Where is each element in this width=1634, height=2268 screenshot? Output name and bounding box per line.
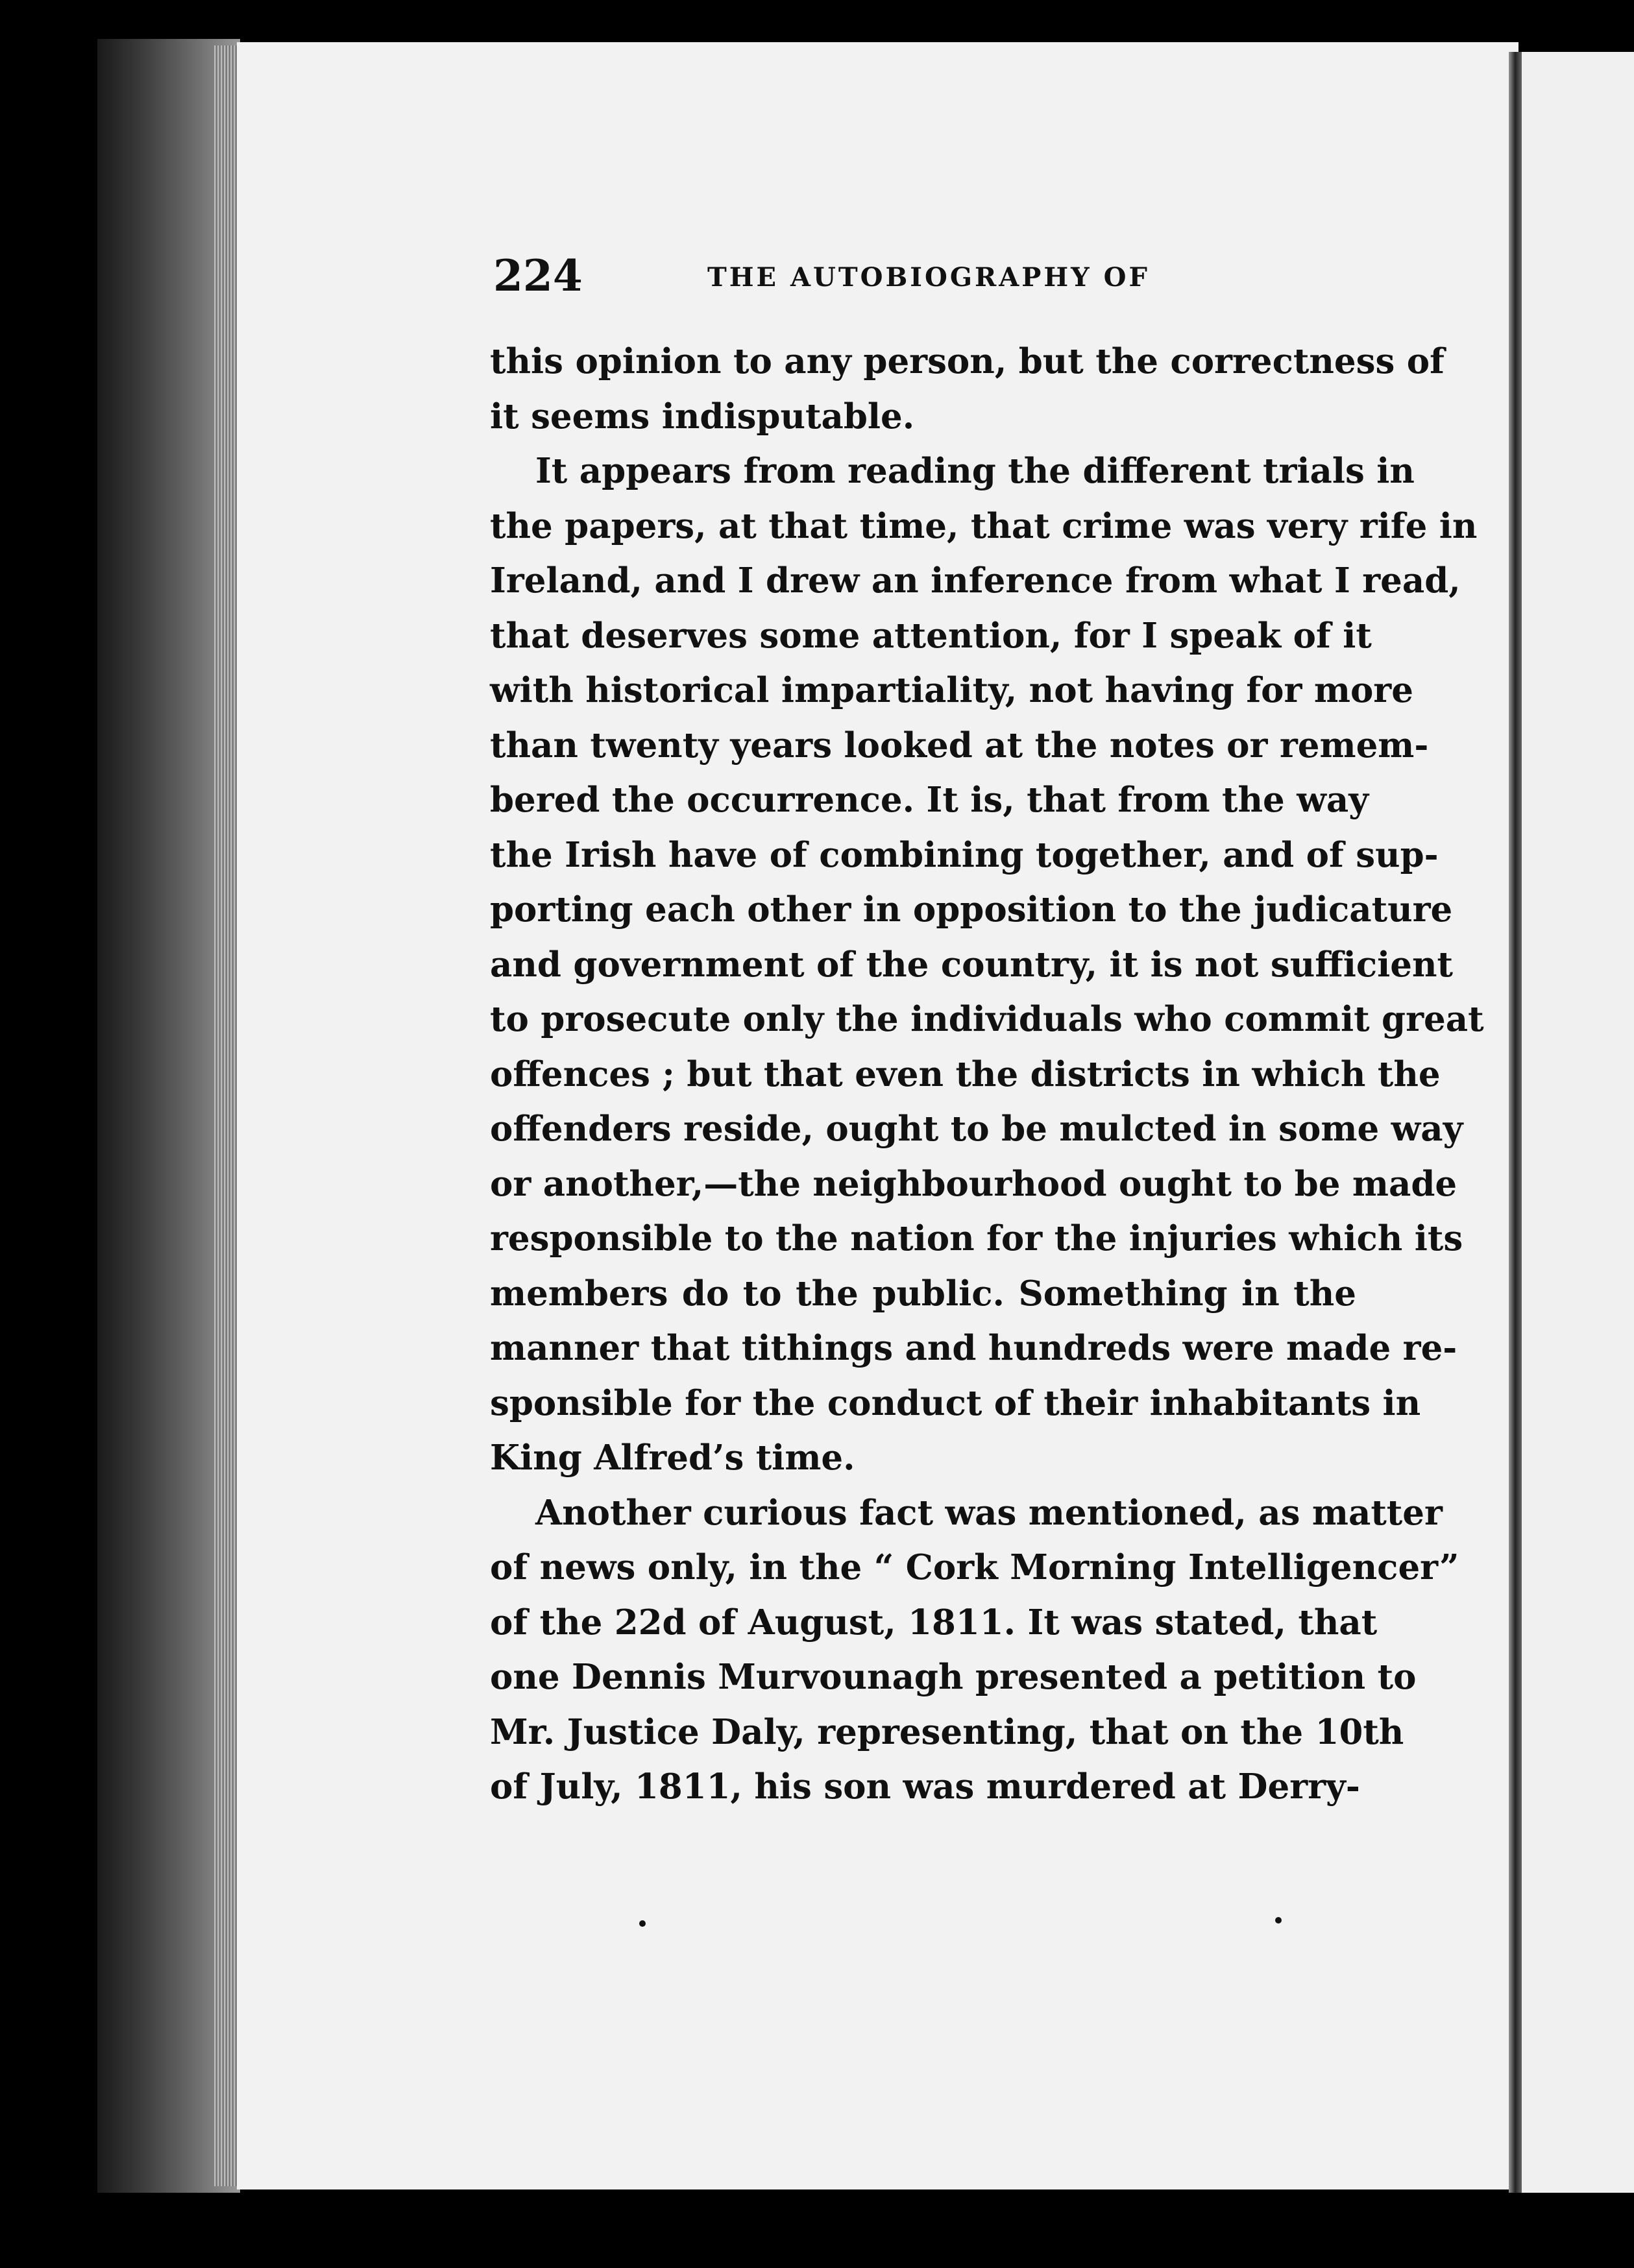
text-line: responsible to the nation for the injuries which its xyxy=(490,1218,1463,1259)
text-line: that deserves some attention, for I speak of it xyxy=(490,615,1372,656)
text-line: this opinion to any person, but the correctness of xyxy=(490,341,1445,381)
facing-page-sliver xyxy=(1522,52,1634,2193)
text-line: porting each other in opposition to the judicature xyxy=(490,889,1453,930)
text-line: than twenty years looked at the notes or remem- xyxy=(490,725,1429,766)
text-line: Mr. Justice Daly, representing, that on the 10th xyxy=(490,1711,1404,1752)
text-line: members do to the public. Something in the xyxy=(490,1273,1356,1314)
text-line: to prosecute only the individuals who commit great xyxy=(490,999,1484,1039)
text-line: Another curious fact was mentioned, as matter xyxy=(535,1492,1443,1533)
text-line: It appears from reading the different trials in xyxy=(535,451,1415,491)
text-line: and government of the country, it is not sufficient xyxy=(490,944,1453,985)
text-line: King Alfred’s time. xyxy=(490,1438,855,1478)
text-line: offenders reside, ought to be mulcted in some way xyxy=(490,1109,1463,1149)
text-line: manner that tithings and hundreds were made re- xyxy=(490,1328,1457,1368)
text-line: of July, 1811, his son was murdered at Derry- xyxy=(490,1767,1360,1807)
page-number: 224 xyxy=(493,250,583,301)
body-text xyxy=(490,334,1484,1815)
gutter-shadow xyxy=(1509,52,1522,2193)
text-line: Ireland, and I drew an inference from what I read, xyxy=(490,561,1461,601)
text-line: one Dennis Murvounagh presented a petition to xyxy=(490,1657,1417,1697)
text-line: it seems indisputable. xyxy=(490,396,915,437)
text-line: or another,—the neighbourhood ought to be made xyxy=(490,1163,1457,1204)
page-edges xyxy=(214,45,240,2186)
ink-speck xyxy=(639,1920,646,1927)
text-line: with historical impartiality, not having for more xyxy=(490,670,1413,710)
text-line: the Irish have of combining together, and of sup- xyxy=(490,834,1439,875)
text-line: sponsible for the conduct of their inhabitants in xyxy=(490,1382,1421,1423)
running-head-title: THE AUTOBIOGRAPHY OF xyxy=(707,262,1150,293)
text-line: of the 22d of August, 1811. It was stated, that xyxy=(490,1602,1378,1643)
text-line: offences ; but that even the districts in which the xyxy=(490,1054,1441,1094)
text-line: of news only, in the “ Cork Morning Intelligencer” xyxy=(490,1547,1459,1587)
running-head xyxy=(493,250,1363,302)
text-line: the papers, at that time, that crime was very rife in xyxy=(490,505,1478,546)
ink-speck xyxy=(1275,1917,1282,1924)
text-line: bered the occurrence. It is, that from the way xyxy=(490,780,1369,820)
